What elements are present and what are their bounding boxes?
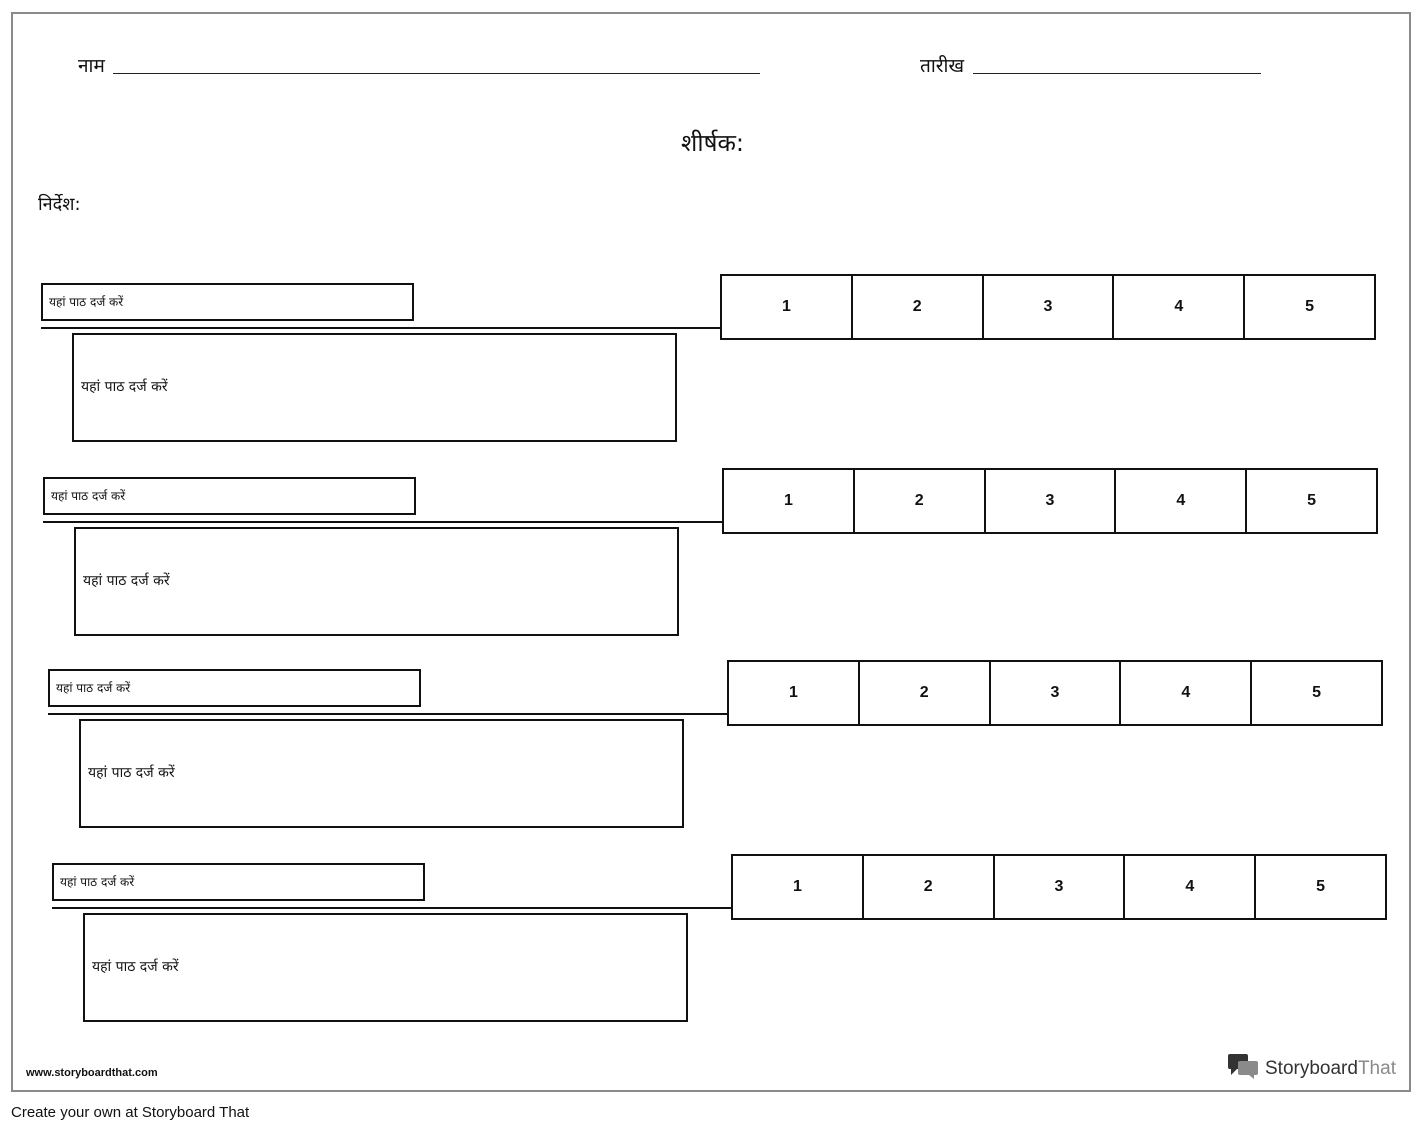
short-text-box[interactable]: यहां पाठ दर्ज करें	[48, 669, 421, 707]
scale-cell[interactable]: 5	[1316, 878, 1326, 895]
date-label: तारीख	[920, 55, 964, 77]
name-line	[113, 73, 760, 74]
short-text-box[interactable]: यहां पाठ दर्ज करें	[52, 863, 425, 901]
row-divider	[48, 713, 728, 715]
logo-word-that: That	[1357, 1058, 1396, 1079]
scale-cell[interactable]: 4	[1114, 276, 1245, 338]
scale-cell[interactable]: 3	[995, 856, 1126, 918]
scale-cell[interactable]: 4	[1116, 470, 1247, 532]
logo-word-story: Storyboard	[1265, 1058, 1358, 1079]
scale-cell[interactable]: 4	[1125, 856, 1256, 918]
long-text-box[interactable]: यहां पाठ दर्ज करें	[79, 719, 684, 828]
scale-cell[interactable]: 2	[864, 856, 995, 918]
storyboardthat-logo	[1228, 1054, 1396, 1084]
row-divider	[43, 521, 723, 523]
scale-cell[interactable]: 5	[1307, 492, 1317, 509]
name-label: नाम	[78, 55, 105, 77]
footer-url: www.storyboardthat.com	[26, 1067, 158, 1079]
row-divider	[52, 907, 732, 909]
scale-cell[interactable]: 1	[722, 276, 853, 338]
scale-cell[interactable]: 2	[853, 276, 984, 338]
rating-scale	[720, 274, 1376, 340]
scale-cell[interactable]: 2	[860, 662, 991, 724]
scale-cell[interactable]: 5	[1305, 298, 1315, 315]
short-text-box[interactable]: यहां पाठ दर्ज करें	[41, 283, 414, 321]
scale-cell[interactable]: 3	[984, 276, 1115, 338]
date-line	[973, 73, 1261, 74]
scale-cell[interactable]: 4	[1121, 662, 1252, 724]
create-your-own-link[interactable]: Create your own at Storyboard That	[11, 1104, 250, 1121]
long-text-box[interactable]: यहां पाठ दर्ज करें	[74, 527, 679, 636]
speech-bubbles-icon	[1228, 1054, 1260, 1084]
rating-scale	[731, 854, 1387, 920]
rating-scale	[727, 660, 1383, 726]
long-text-box[interactable]: यहां पाठ दर्ज करें	[83, 913, 688, 1022]
scale-cell[interactable]: 1	[733, 856, 864, 918]
long-text-box[interactable]: यहां पाठ दर्ज करें	[72, 333, 677, 442]
rating-scale	[722, 468, 1378, 534]
instructions-label: निर्देश:	[38, 194, 81, 215]
scale-cell[interactable]: 3	[991, 662, 1122, 724]
short-text-box[interactable]: यहां पाठ दर्ज करें	[43, 477, 416, 515]
scale-cell[interactable]: 3	[986, 470, 1117, 532]
scale-cell[interactable]: 1	[724, 470, 855, 532]
page-title: शीर्षक:	[681, 129, 744, 157]
logo-wordmark	[1265, 1058, 1396, 1080]
scale-cell[interactable]: 1	[729, 662, 860, 724]
row-divider	[41, 327, 721, 329]
scale-cell[interactable]: 2	[855, 470, 986, 532]
scale-cell[interactable]: 5	[1312, 684, 1322, 701]
